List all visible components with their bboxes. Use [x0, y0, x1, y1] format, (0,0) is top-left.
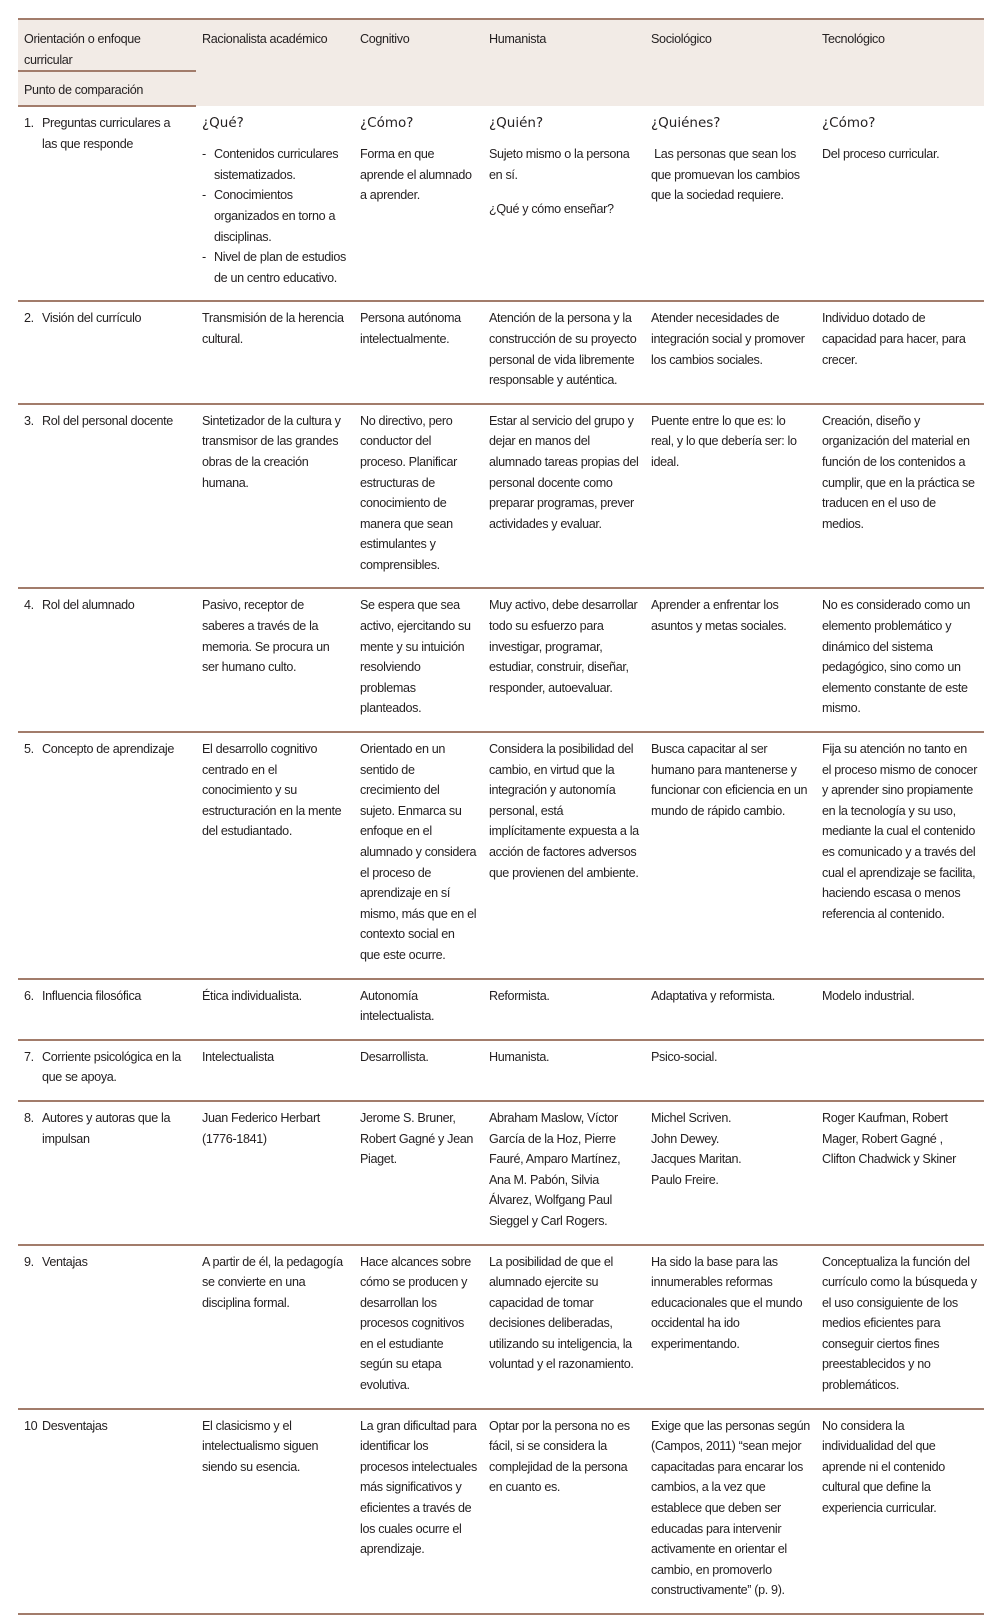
table-cell: Creación, diseño y organización del material en función de los contenidos a cumplir, que en la práctica se traducen en el uso de medios.: [816, 404, 984, 589]
table-cell: Atención de la persona y la construcción de su proyecto personal de vida libremente responsable y auténtica.: [483, 301, 645, 403]
curricular-comparison-table: [18, 18, 984, 1615]
row-number: 4.: [24, 598, 34, 613]
table-cell: La gran dificultad para identificar los procesos intelectuales más significativos y eficientes a través de los cuales ocurre el aprendizaje.: [354, 1409, 483, 1614]
cell-text: Las personas que sean los que promuevan los cambios que la sociedad requiere.: [651, 147, 803, 203]
list-item: - Conocimientos organizados en torno a disciplinas.: [202, 185, 348, 247]
row-label-cell: [18, 1040, 196, 1101]
table-cell: No directivo, pero conductor del proceso. Planificar estructuras de conocimiento de manera que sean estimulantes y comprensibles.: [354, 404, 483, 589]
column-header-sociologico: Sociológico: [645, 19, 816, 106]
author-line: Paulo Freire.: [651, 1172, 719, 1187]
table-cell: La posibilidad de que el alumnado ejercite su capacidad de tomar decisiones deliberadas, utilizando su inteligencia, la voluntad y el razonamiento.: [483, 1245, 645, 1409]
table-cell: Optar por la persona no es fácil, si se considera la complejidad de la persona en cuanto es.: [483, 1409, 645, 1614]
table-cell: Ética individualista.: [196, 979, 354, 1040]
row-number: 8.: [24, 1110, 34, 1125]
table-header: [18, 19, 984, 106]
table-cell: Modelo industrial.: [816, 979, 984, 1040]
row-label: Concepto de aprendizaje: [42, 742, 174, 757]
table-cell: Jerome S. Bruner, Robert Gagné y Jean Piaget.: [354, 1101, 483, 1245]
table-row: [18, 732, 984, 979]
table-cell: Transmisión de la herencia cultural.: [196, 301, 354, 403]
cell-text: Forma en que aprende el alumnado a aprender.: [360, 147, 472, 203]
table-row: [18, 1409, 984, 1614]
table-cell: Muy activo, debe desarrollar todo su esfuerzo para investigar, programar, estudiar, construir, diseñar, responder, autoevaluar.: [483, 588, 645, 732]
curricular-question: ¿Cómo?: [360, 115, 414, 132]
bullet-list: [202, 144, 348, 288]
table-cell: [816, 106, 984, 301]
table-cell: Exige que las personas según (Campos, 2011) “sean mejor capacitadas para encarar los cambios, a la vez que establece que deben ser educadas para intervenir activamente en orientar el cambio, en promoverlo constructivamente” (p. 9).: [645, 1409, 816, 1614]
column-header-tecnologico: Tecnológico: [816, 19, 984, 106]
table-cell: Reformista.: [483, 979, 645, 1040]
table-cell: Pasivo, receptor de saberes a través de la memoria. Se procura un ser humano culto.: [196, 588, 354, 732]
row-number: 2.: [24, 311, 34, 326]
table-cell: No considera la individualidad del que aprende ni el contenido cultural que define la experiencia curricular.: [816, 1409, 984, 1614]
row-label-cell: [18, 1101, 196, 1245]
table-cell: Considera la posibilidad del cambio, en virtud que la integración y autonomía personal, está implícitamente expuesta a la acción de factores adversos que provienen del ambiente.: [483, 732, 645, 979]
table-cell: Ha sido la base para las innumerables reformas educacionales que el mundo occidental ha ido experimentando.: [645, 1245, 816, 1409]
table-cell: Conceptualiza la función del currículo como la búsqueda y el uso consiguiente de los medios eficientes para conseguir ciertos fines preestablecidos y no problemáticos.: [816, 1245, 984, 1409]
row-label: Rol del personal docente: [42, 413, 173, 428]
table-cell: Se espera que sea activo, ejercitando su mente y su intuición resolviendo problemas planteados.: [354, 588, 483, 732]
table-cell: [196, 106, 354, 301]
cell-text: Sujeto mismo o la persona en sí.: [489, 147, 630, 182]
table-cell: [816, 1040, 984, 1101]
row-label-cell: [18, 301, 196, 403]
header-corner-comparison-point: Punto de comparación: [18, 71, 196, 106]
table-row: [18, 301, 984, 403]
table-cell: El clasicismo y el intelectualismo siguen siendo su esencia.: [196, 1409, 354, 1614]
table-cell: Juan Federico Herbart (1776-1841): [196, 1101, 354, 1245]
table-cell: Abraham Maslow, Víctor García de la Hoz, Pierre Fauré, Amparo Martínez, Ana M. Pabón, Silvia Álvarez, Wolfgang Paul Sieggel y Carl Rogers.: [483, 1101, 645, 1245]
row-label: Visión del currículo: [42, 311, 142, 326]
table-cell: El desarrollo cognitivo centrado en el conocimiento y su estructuración en la mente del estudiantado.: [196, 732, 354, 979]
table-cell: Intelectualista: [196, 1040, 354, 1101]
row-label: Corriente psicológica en la que se apoya.: [42, 1049, 181, 1085]
cell-text-secondary: ¿Qué y cómo enseñar?: [489, 202, 614, 217]
row-number: 6.: [24, 988, 34, 1003]
author-line: Jacques Maritan.: [651, 1152, 742, 1167]
table-cell: [354, 106, 483, 301]
row-number: 1.: [24, 116, 34, 131]
table-row: [18, 588, 984, 732]
row-label: Rol del alumnado: [42, 598, 135, 613]
header-corner-orientation: Orientación o enfoque curricular: [18, 19, 196, 71]
column-header-racionalista: Racionalista académico: [196, 19, 354, 106]
table-cell: Roger Kaufman, Robert Mager, Robert Gagné , Clifton Chadwick y Skiner: [816, 1101, 984, 1245]
table-cell: [483, 106, 645, 301]
comparison-document: [18, 18, 984, 1615]
author-line: John Dewey.: [651, 1131, 720, 1146]
curricular-question: ¿Quién?: [489, 115, 544, 132]
table-body: [18, 106, 984, 1614]
header-row: [18, 19, 984, 71]
row-number: 9.: [24, 1254, 34, 1269]
table-cell: A partir de él, la pedagogía se convierte en una disciplina formal.: [196, 1245, 354, 1409]
row-label-cell: [18, 106, 196, 301]
row-number: 10: [24, 1418, 38, 1433]
author-line: Michel Scriven.: [651, 1110, 732, 1125]
row-label: Preguntas curriculares a las que responde: [42, 116, 171, 151]
row-label-cell: [18, 732, 196, 979]
cell-text: Del proceso curricular.: [822, 147, 940, 162]
table-cell: [645, 1101, 816, 1245]
curricular-question: ¿Quiénes?: [651, 115, 721, 132]
table-cell: Sintetizador de la cultura y transmisor de las grandes obras de la creación humana.: [196, 404, 354, 589]
table-row: [18, 404, 984, 589]
row-label: Autores y autoras que la impulsan: [42, 1110, 171, 1146]
table-cell: Orientado en un sentido de crecimiento del sujeto. Enmarca su enfoque en el alumnado y considera el proceso de aprendizaje en sí mismo, más que en el contexto social en que este ocurre.: [354, 732, 483, 979]
curricular-question: ¿Qué?: [202, 115, 244, 132]
table-cell: Fija su atención no tanto en el proceso mismo de conocer y aprender sino propiamente en la tecnología y su uso, mediante la cual el contenido es comunicado y a través del cual el aprendizaje se facilita, haciendo escasa o menos referencia al contenido.: [816, 732, 984, 979]
table-row: [18, 1040, 984, 1101]
table-row: [18, 1101, 984, 1245]
column-header-humanista: Humanista: [483, 19, 645, 106]
table-cell: Humanista.: [483, 1040, 645, 1101]
row-label-cell: [18, 1245, 196, 1409]
row-label-cell: [18, 588, 196, 732]
table-cell: Desarrollista.: [354, 1040, 483, 1101]
table-cell: Adaptativa y reformista.: [645, 979, 816, 1040]
table-cell: No es considerado como un elemento problemático y dinámico del sistema pedagógico, sino como un elemento constante de este mismo.: [816, 588, 984, 732]
row-label: Ventajas: [42, 1254, 88, 1269]
table-cell: Atender necesidades de integración social y promover los cambios sociales.: [645, 301, 816, 403]
table-row: [18, 1245, 984, 1409]
list-item: - Nivel de plan de estudios de un centro educativo.: [202, 247, 348, 288]
row-number: 7.: [24, 1049, 34, 1064]
table-cell: [645, 106, 816, 301]
curricular-question: ¿Cómo?: [822, 115, 876, 132]
table-cell: Persona autónoma intelectualmente.: [354, 301, 483, 403]
table-cell: Hace alcances sobre cómo se producen y desarrollan los procesos cognitivos en el estudiante según su etapa evolutiva.: [354, 1245, 483, 1409]
table-cell: Aprender a enfrentar los asuntos y metas sociales.: [645, 588, 816, 732]
row-label-cell: [18, 979, 196, 1040]
row-number: 5.: [24, 742, 34, 757]
row-label: Desventajas: [42, 1418, 108, 1433]
table-cell: Autonomía intelectualista.: [354, 979, 483, 1040]
table-cell: Busca capacitar al ser humano para mantenerse y funcionar con eficiencia en un mundo de rápido cambio.: [645, 732, 816, 979]
table-cell: Puente entre lo que es: lo real, y lo que debería ser: lo ideal.: [645, 404, 816, 589]
row-number: 3.: [24, 413, 34, 428]
table-cell: Psico-social.: [645, 1040, 816, 1101]
row-label: Influencia filosófica: [42, 988, 142, 1003]
table-row: [18, 979, 984, 1040]
row-label-cell: [18, 1409, 196, 1614]
list-item: - Contenidos curriculares sistematizados.: [202, 144, 348, 185]
table-row: [18, 106, 984, 301]
row-label-cell: [18, 404, 196, 589]
table-cell: Individuo dotado de capacidad para hacer, para crecer.: [816, 301, 984, 403]
column-header-cognitivo: Cognitivo: [354, 19, 483, 106]
table-cell: Estar al servicio del grupo y dejar en manos del alumnado tareas propias del personal docente como preparar programas, prever actividades y evaluar.: [483, 404, 645, 589]
